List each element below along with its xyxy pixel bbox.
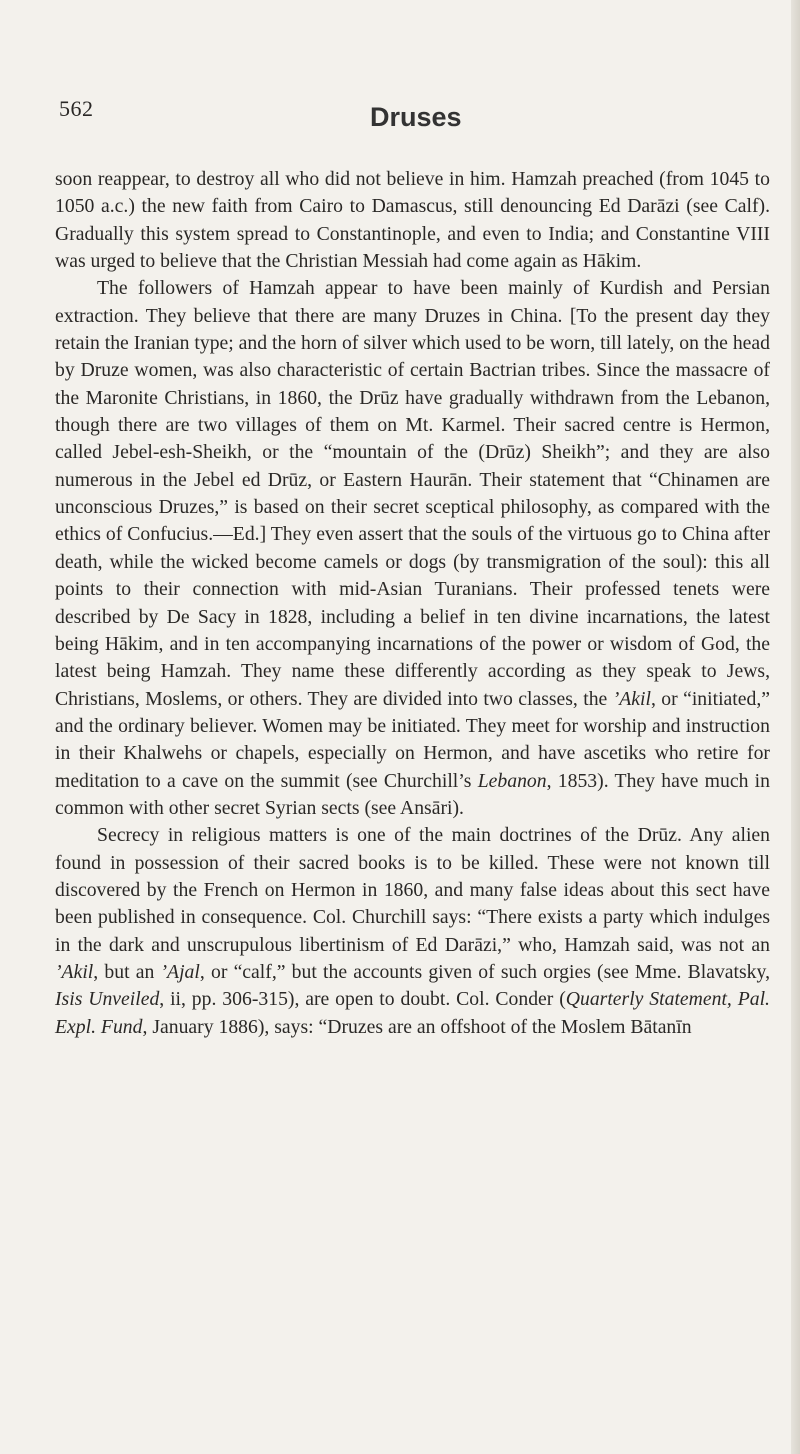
text-run: , January 1886), says: “Druzes are an offshoot of the Moslem Bātanīn bbox=[142, 1015, 692, 1038]
text-run: , but an bbox=[93, 960, 161, 983]
paragraph-1 bbox=[55, 166, 770, 275]
italic-text-run: Quarterly Statement, Pal. Expl. Fund bbox=[55, 988, 770, 1038]
italic-text-run: ’Akil bbox=[612, 687, 651, 710]
italic-text-run: Lebanon bbox=[477, 769, 547, 792]
article-body bbox=[55, 166, 770, 1041]
text-run: Secrecy in religious matters is one of the main doctrines of the Drūz. Any alien found in possession of their sacred books is to be killed. These were not known till discovered by the French on Hermon in 1860, and many false ideas about this sect have been published in consequence. Col. Churchill says: “There exists a party which indulges in the dark and unscrupulous libertinism of Ed Darāzi,” who, Hamzah said, was not an bbox=[55, 824, 770, 956]
italic-text-run: ’Ajal bbox=[160, 960, 200, 983]
italic-text-run: ’Akil bbox=[55, 960, 94, 983]
text-run: soon reappear, to destroy all who did not believe in him. Hamzah preached (from 1045 to 1050 a.c.) the new faith from Cairo to Damascus, still denouncing Ed Darāzi (see Calf). Gradually this system spread to Constantinople, and even to India; and Constantine VIII was urged to believe that the Christian Messiah had come again as Hākim. bbox=[55, 168, 770, 273]
page-header bbox=[0, 96, 800, 136]
text-run: , or “calf,” but the accounts given of such orgies (see Mme. Blavatsky, bbox=[199, 960, 770, 983]
text-run: The followers of Hamzah appear to have been mainly of Kurdish and Persian extraction. They believe that there are many Druzes in China. [To the present day they retain the Iranian type; and the horn of silver which used to be worn, till lately, on the head by Druze women, was also characteristic of certain Bactrian tribes. Since the massacre of the Maronite Christians, in 1860, the Drūz have gradually withdrawn from the Lebanon, though there are two villages of them on Mt. Karmel. Their sacred centre is Hermon, called Jebel-esh-Sheikh, or the “mountain of the (Drūz) Sheikh”; and they are also numerous in the Jebel ed Drūz, or Eastern Haurān. Their statement that “Chinamen are unconscious Druzes,” is based on their secret sceptical philosophy, as compared with the ethics of Confucius.—Ed.] They even assert that the souls of the virtuous go to China after death, while the wicked become camels or dogs (by transmigration of the soul): this all points to their connection with mid-Asian Turanians. Their professed tenets were described by De Sacy in 1828, including a belief in ten divine incarnations, the latest being Hākim, and in ten accompanying incarnations of the power or wisdom of God, the latest being Hamzah. They name these differently according as they speak to Jews, Christians, Moslems, or others. They are divided into two classes, the bbox=[55, 277, 770, 710]
paragraph-3 bbox=[55, 822, 770, 1041]
running-title: Druses bbox=[370, 102, 462, 132]
italic-text-run: Isis Unveiled bbox=[55, 988, 160, 1011]
page-edge-shadow bbox=[791, 0, 800, 1454]
text-run: , 1853). They have much in common with other secret Syrian sects (see Ansāri). bbox=[55, 769, 770, 819]
text-run: , ii, pp. 306-315), are open to doubt. Col. Conder ( bbox=[159, 988, 566, 1011]
page-number: 562 bbox=[59, 96, 94, 121]
text-run: , or “initiated,” and the ordinary believer. Women may be initiated. They meet for worship and instruction in their Khalwehs or chapels, especially on Hermon, and have ascetiks who retire for meditation to a cave on the summit (see Churchill’s bbox=[55, 687, 771, 792]
paragraph-2 bbox=[55, 275, 770, 822]
